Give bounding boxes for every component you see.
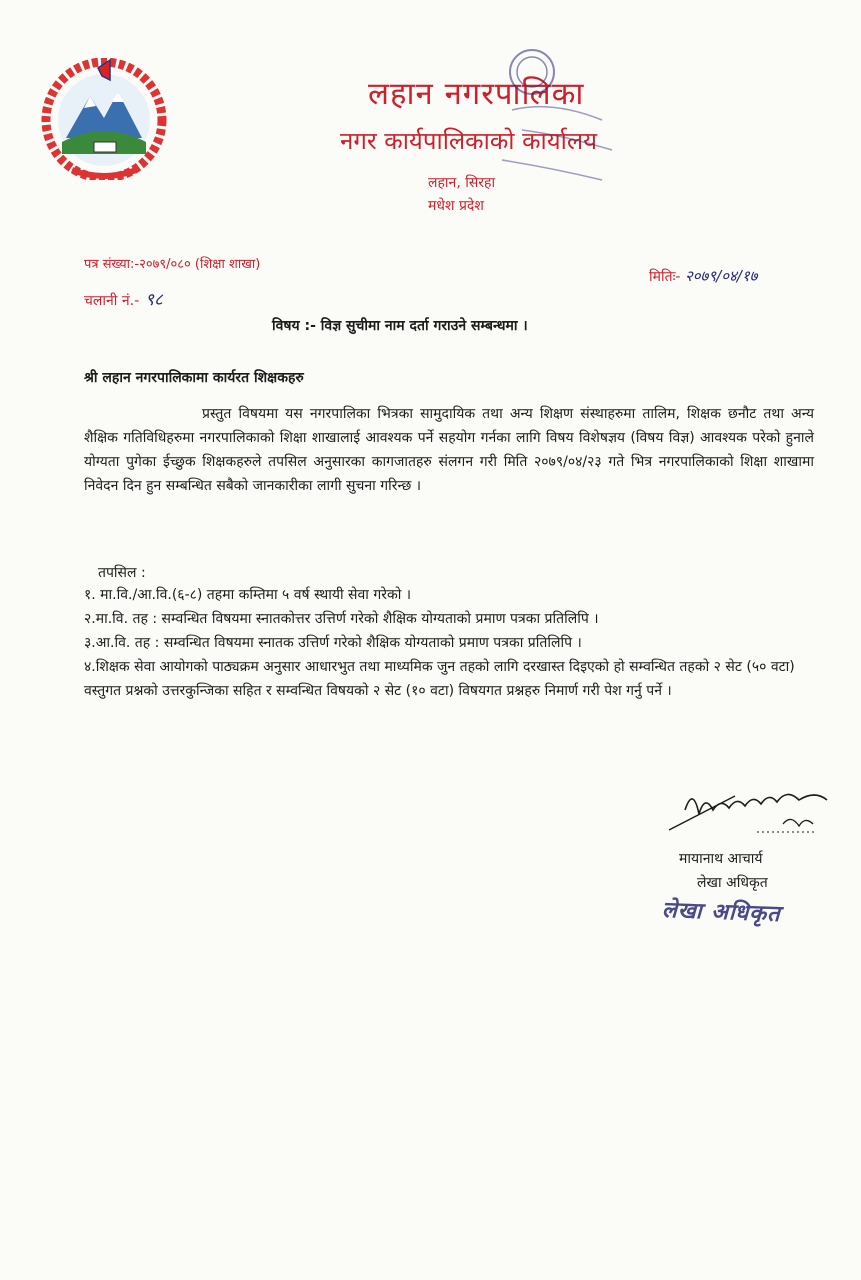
signatory-title: लेखा अधिकृत [697, 875, 768, 891]
handwritten-signature [665, 780, 835, 840]
addressee: श्री लहान नगरपालिकामा कार्यरत शिक्षकहरु [84, 370, 304, 386]
dispatch-label: चलानी नं.- [84, 293, 140, 309]
office-subtitle: नगर कार्यपालिकाको कार्यालय [340, 127, 598, 155]
annex-item: ४.शिक्षक सेवा आयोगको पाठ्यक्रम अनुसार आधारभुत तथा माध्यमिक जुन तहको लागि दरखास्त दिइएको हो सम्वन्धित तहको २ सेट (५० वटा) वस्तुगत प्रश्नको उत्तरकुन्जिका सहित र सम्वन्धित विषयको २ सेट (१० वटा) विषयगत प्रश्नहरु निमार्ण गरी पेश गर्नु पर्ने । [84, 659, 795, 699]
reference-number: पत्र संख्या:-२०७९/०८० (शिक्षा शाखा) [84, 257, 261, 272]
annex-item: २.मा.वि. तह : सम्वन्धित विषयमा स्नातकोत्तर उत्तिर्ण गरेको शैक्षिक योग्यताको प्रमाण पत्रका प्रतिलिपि । [84, 611, 599, 627]
signatory-name: मायानाथ आचार्य [679, 851, 763, 867]
annex-item: १. मा.वि./आ.वि.(६-८) तहमा कम्तिमा ५ वर्ष स्थायी सेवा गरेको । [84, 587, 412, 603]
nepal-emblem-logo [38, 58, 170, 180]
dispatch-value: ९८ [145, 290, 163, 310]
letter-date [649, 266, 757, 286]
address-line-2: मधेश प्रदेश [428, 198, 484, 214]
letter-subject: विषय :- विज्ञ सुचीमा नाम दर्ता गराउने सम्बन्धमा । [272, 318, 528, 334]
office-address [428, 172, 495, 218]
office-name: लहान नगरपालिका [368, 76, 585, 112]
annex-list [84, 583, 816, 703]
dispatch-number [84, 287, 163, 310]
body-paragraph: प्रस्तुत विषयमा यस नगरपालिका भित्रका सामुदायिक तथा अन्य शिक्षण संस्थाहरुमा तालिम, शिक्षक छनौट तथा अन्य शैक्षिक गतिविधिहरुमा नगरपालिकाको शिक्षा शाखालाई आवश्यक पर्ने सहयोग गर्नका लागि विषय विशेषज्ञय (विषय विज्ञ) आवश्यक परेको हुनाले योग्यता पुगेका ईच्छुक शिक्षकहरुले तपसिल अनुसारका कागजातहरु संलगन गरी मिति २०७९/०४/२३ गते भित्र नगरपालिकाको शिक्षा शाखामा निवेदन दिन हुन सम्बन्धित सबैको जानकारीका लागी सुचना गरिन्छ । [84, 406, 814, 494]
designation-seal: लेखा अधिकृत [661, 897, 782, 928]
annex-heading: तपसिल : [98, 565, 146, 581]
office-stamp [492, 40, 632, 210]
date-value: २०७९/०४/१७ [684, 267, 758, 285]
address-line-1: लहान, सिरहा [428, 175, 496, 191]
date-label: मितिः- [649, 269, 681, 285]
annex-item: ३.आ.वि. तह : सम्वन्धित विषयमा स्नातक उत्तिर्ण गरेको शैक्षिक योग्यताको प्रमाण पत्रका प्रतिलिपि । [84, 635, 582, 651]
